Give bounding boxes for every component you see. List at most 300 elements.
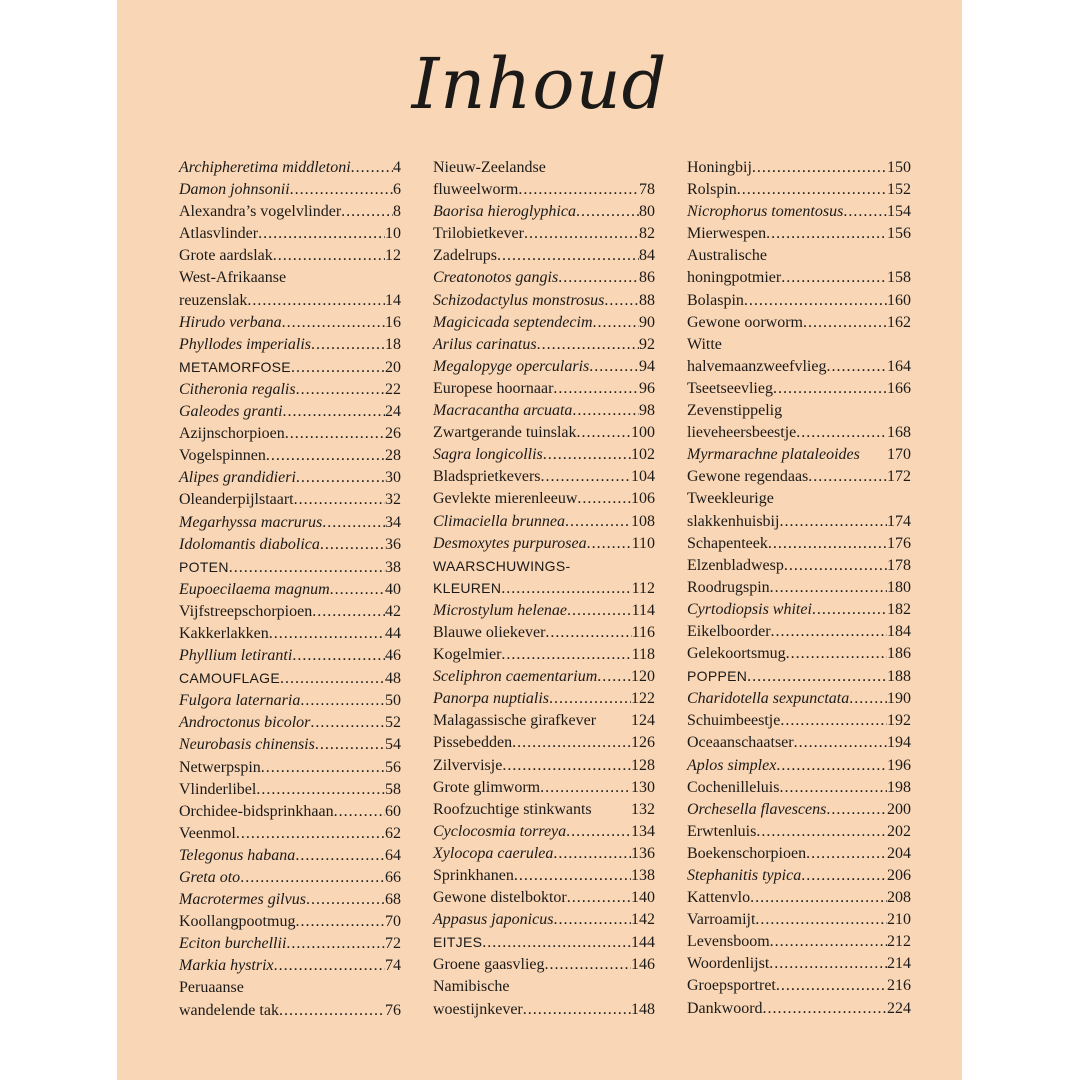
toc-entry-title: Alexandra’s vogelvlinder <box>179 203 342 221</box>
toc-page-number: 162 <box>887 313 911 331</box>
toc-entry <box>433 312 655 334</box>
toc-entry-title: Markia hystrix <box>179 957 274 975</box>
dot-leader <box>572 400 639 422</box>
toc-entry-title: Phyllodes imperialis <box>179 335 311 353</box>
dot-leader <box>291 357 385 379</box>
dot-leader <box>796 422 887 444</box>
toc-page-number: 42 <box>385 602 401 620</box>
toc-entry-title: Citheronia regalis <box>179 380 296 398</box>
toc-entry <box>179 312 401 334</box>
dot-leader <box>296 467 385 489</box>
toc-entry <box>687 488 911 532</box>
toc-entry-title: Mierwespen <box>687 225 767 243</box>
toc-entry <box>687 688 911 710</box>
dot-leader <box>283 401 385 423</box>
dot-leader <box>589 356 639 378</box>
toc-entry-title: Malagassische girafkever <box>433 712 597 730</box>
dot-leader <box>776 755 887 777</box>
toc-page-number: 12 <box>385 247 401 265</box>
toc-entry <box>433 290 655 312</box>
dot-leader <box>597 666 631 688</box>
toc-page-number: 182 <box>887 600 911 618</box>
toc-page-number: 76 <box>385 1001 401 1019</box>
toc-page-number: 92 <box>639 335 655 353</box>
toc-entry <box>433 777 655 799</box>
toc-entry-title: slakkenhuisbij <box>687 512 780 530</box>
toc-entry-title: Kakkerlakken <box>179 624 269 642</box>
toc-page-number: 200 <box>887 800 911 818</box>
dot-leader <box>514 865 631 887</box>
toc-entry <box>433 710 655 732</box>
toc-page-number: 178 <box>887 556 911 574</box>
toc-page-number: 206 <box>887 867 911 884</box>
dot-leader <box>537 334 639 356</box>
toc-entry-title: Creatonotos gangis <box>433 269 559 287</box>
toc-entry-title: Charidotella sexpunctata <box>687 690 850 708</box>
dot-leader <box>558 267 639 289</box>
dot-leader <box>247 290 385 312</box>
toc-entry-title: Idolomantis diabolica <box>179 535 320 553</box>
dot-leader <box>770 931 887 953</box>
toc-entry <box>179 601 401 623</box>
toc-page-number: 202 <box>887 822 911 840</box>
toc-entry-title: Phyllium letiranti <box>179 647 293 665</box>
toc-entry-title: Grote aardslak <box>179 247 273 265</box>
toc-entry-title: Gewone regendaas <box>687 468 809 486</box>
dot-leader <box>341 201 393 223</box>
toc-page-number: 80 <box>639 203 655 221</box>
toc-entry <box>179 245 401 267</box>
toc-page-number: 20 <box>385 358 401 376</box>
toc-entry <box>179 712 401 734</box>
dot-leader <box>351 157 393 179</box>
toc-entry-title: METAMORFOSE <box>179 358 291 375</box>
dot-leader <box>330 579 385 601</box>
toc-page-number: 164 <box>887 357 911 375</box>
toc-entry-title: Atlasvlinder <box>179 225 259 243</box>
toc-entry-title: Veenmol <box>179 824 236 842</box>
toc-page-number: 154 <box>887 203 911 221</box>
toc-entry <box>687 975 911 997</box>
toc-entry <box>433 444 655 466</box>
toc-entry <box>179 645 401 667</box>
toc-entry <box>179 489 401 511</box>
toc-entry <box>687 665 911 688</box>
dot-leader <box>285 423 385 445</box>
toc-page-number: 208 <box>887 889 911 907</box>
toc-entry <box>687 290 911 312</box>
toc-page-number: 150 <box>887 159 911 176</box>
toc-page-number: 192 <box>887 712 911 730</box>
toc-page-number: 184 <box>887 622 911 640</box>
toc-entry-title: Macrotermes gilvus <box>179 891 306 909</box>
toc-page-number: 216 <box>887 977 911 995</box>
toc-entry-title: Arilus carinatus <box>433 335 537 353</box>
toc-entry <box>179 423 401 445</box>
toc-entry <box>179 667 401 690</box>
dot-leader <box>497 245 639 267</box>
toc-page-number: 14 <box>385 291 401 309</box>
toc-entry-title: POPPEN <box>687 668 748 685</box>
toc-entry-title: Cyclocosmia torreya <box>433 822 567 840</box>
dot-leader <box>236 823 385 845</box>
toc-entry-title: Azijnschorpioen <box>179 425 285 443</box>
dot-leader <box>545 622 631 644</box>
toc-page-number: 10 <box>385 225 401 243</box>
toc-entry <box>687 953 911 975</box>
toc-entry <box>687 710 911 732</box>
toc-entry <box>433 223 655 245</box>
toc-entry-title-line: Witte <box>687 335 722 353</box>
toc-page-number: 120 <box>631 668 655 686</box>
toc-page-number: 174 <box>887 512 911 530</box>
toc-entry-title: CAMOUFLAGE <box>179 670 281 687</box>
toc-page-number: 198 <box>887 778 911 796</box>
toc-entry-title: Grote glimworm <box>433 778 541 796</box>
toc-entry-title: Sceliphron caementarium <box>433 668 598 686</box>
toc-page-number: 90 <box>639 313 655 331</box>
toc-page-number: 48 <box>385 670 401 688</box>
dot-leader <box>482 932 631 954</box>
toc-entry <box>179 977 401 1021</box>
toc-entry <box>179 401 401 423</box>
dot-leader <box>540 777 631 799</box>
toc-page-number: 188 <box>887 668 911 686</box>
toc-entry-title: Oleanderpijlstaart <box>179 491 294 509</box>
toc-page-number: 34 <box>385 513 401 531</box>
toc-entry <box>687 179 911 201</box>
toc-entry-title: Eupoecilaema magnum <box>179 580 330 598</box>
toc-page-number: 74 <box>385 957 401 975</box>
toc-entry-title: Archipheretima middletoni <box>179 159 351 176</box>
toc-entry <box>433 157 655 201</box>
dot-leader <box>593 312 640 334</box>
toc-entry-title-line: Peruaanse <box>179 979 244 997</box>
toc-entry-title: Europese hoornaar <box>433 379 554 397</box>
toc-entry-title: Eciton burchellii <box>179 935 287 953</box>
dot-leader <box>553 843 631 865</box>
toc-entry-title: Honingbij <box>687 159 752 176</box>
toc-column-3 <box>687 157 911 1020</box>
dot-leader <box>737 179 887 201</box>
toc-entry-title: Zilvervisje <box>433 756 503 774</box>
toc-entry-title: Roodrugspin <box>687 578 770 596</box>
toc-entry <box>433 245 655 267</box>
toc-entry <box>687 599 911 621</box>
toc-entry <box>179 534 401 556</box>
toc-entry-title: Bladsprietkevers <box>433 468 541 486</box>
book-page <box>117 0 962 1080</box>
toc-entry-title: Macracantha arcuata <box>433 402 573 420</box>
toc-page-number: 32 <box>385 491 401 509</box>
toc-entry <box>433 600 655 622</box>
dot-leader <box>501 644 631 666</box>
toc-page-number: 196 <box>887 756 911 774</box>
toc-entry-title: Levensboom <box>687 933 770 951</box>
toc-entry <box>687 334 911 378</box>
toc-entry <box>687 998 911 1020</box>
toc-page-number: 82 <box>639 225 655 243</box>
toc-entry-title: Aplos simplex <box>687 756 777 774</box>
toc-page-number: 16 <box>385 313 401 331</box>
toc-entry-title: Stephanitis typica <box>687 867 802 884</box>
dot-leader <box>279 1000 385 1022</box>
toc-entry-title: lieveheersbeestje <box>687 424 797 442</box>
toc-entry-title: Cyrtodiopsis whitei <box>687 600 812 618</box>
dot-leader <box>300 690 385 712</box>
toc-entry <box>179 267 401 311</box>
dot-leader <box>604 290 639 312</box>
toc-entry-title: Climaciella brunnea <box>433 512 565 530</box>
toc-entry-title: Eikelboorder <box>687 622 771 640</box>
toc-entry-title: Telegonus habana <box>179 846 296 864</box>
dot-leader <box>784 555 887 577</box>
toc-entry-title: Orchesella flavescens <box>687 800 827 818</box>
toc-entry-title-line: West-Afrikaanse <box>179 269 287 287</box>
toc-entry-title: fluweelworm <box>433 181 519 199</box>
toc-page-number: 8 <box>393 203 401 221</box>
toc-entry <box>433 533 655 555</box>
dot-leader <box>770 577 887 599</box>
toc-page-number: 156 <box>887 225 911 243</box>
dot-leader <box>849 688 887 710</box>
toc-entry <box>687 533 911 555</box>
dot-leader <box>549 688 631 710</box>
toc-entry-title: Vijfstreepschorpioen <box>179 602 313 620</box>
toc-entry <box>433 909 655 931</box>
dot-leader <box>541 466 631 488</box>
toc-page-number: 116 <box>631 623 655 641</box>
toc-entry <box>433 555 655 600</box>
toc-entry <box>687 643 911 665</box>
dot-leader <box>769 953 887 975</box>
dot-leader <box>315 734 385 756</box>
toc-page-number: 106 <box>631 490 655 508</box>
dot-leader <box>587 533 632 555</box>
dot-leader <box>763 998 887 1020</box>
dot-leader <box>803 312 887 334</box>
toc-entry <box>433 688 655 710</box>
toc-page-number: 54 <box>385 736 401 754</box>
toc-entry <box>179 157 401 179</box>
toc-entry <box>179 889 401 911</box>
toc-page-number: 122 <box>631 690 655 708</box>
toc-entry <box>433 755 655 777</box>
dot-leader <box>773 378 887 400</box>
toc-entry-title: POTEN <box>179 558 229 575</box>
toc-entry <box>179 801 401 823</box>
toc-entry-title-line: Nieuw-Zeelandse <box>433 159 546 176</box>
toc-entry <box>433 267 655 289</box>
toc-entry-title: Woordenlijst <box>687 955 770 973</box>
toc-page-number: 124 <box>631 712 655 730</box>
toc-entry <box>433 511 655 533</box>
dot-leader <box>779 511 887 533</box>
toc-entry <box>433 799 655 821</box>
toc-page-number: 172 <box>887 468 911 486</box>
dot-leader <box>512 732 631 754</box>
dot-leader <box>295 845 385 867</box>
dot-leader <box>808 466 887 488</box>
dot-leader <box>258 223 385 245</box>
toc-entry-title: Schizodactylus monstrosus <box>433 291 605 309</box>
toc-entry-title: Kogelmier <box>433 646 502 664</box>
dot-leader <box>577 488 631 510</box>
toc-entry-title-line: Namibische <box>433 978 510 996</box>
toc-page-number: 112 <box>631 579 655 597</box>
dot-leader <box>306 889 385 911</box>
toc-entry-title: halvemaanzweefvlieg <box>687 357 827 375</box>
toc-page-number: 38 <box>385 558 401 576</box>
toc-page-number: 126 <box>631 734 655 752</box>
dot-leader <box>768 533 887 555</box>
toc-page-number: 86 <box>639 269 655 287</box>
toc-entry-title: Erwtenluis <box>687 822 757 840</box>
toc-page-number: 50 <box>385 692 401 710</box>
toc-page-number: 98 <box>639 402 655 420</box>
toc-page-number: 44 <box>385 624 401 642</box>
toc-entry <box>687 777 911 799</box>
toc-entry <box>433 843 655 865</box>
dot-leader <box>826 356 887 378</box>
dot-leader <box>750 887 887 909</box>
dot-leader <box>755 909 887 931</box>
toc-entry-title: Appasus japonicus <box>433 911 554 929</box>
toc-entry-title: Oceaanschaatser <box>687 734 794 752</box>
toc-column-1 <box>179 157 401 1022</box>
toc-entry-title: Megarhyssa macrurus <box>179 513 323 531</box>
toc-page-number: 36 <box>385 535 401 553</box>
toc-entry <box>433 201 655 223</box>
dot-leader <box>296 379 385 401</box>
toc-entry-title: Varroamijt <box>687 911 756 929</box>
toc-entry <box>179 779 401 801</box>
toc-entry <box>433 622 655 644</box>
toc-entry-title-line: Australische <box>687 247 767 265</box>
toc-entry <box>179 201 401 223</box>
toc-page-number: 138 <box>631 867 655 884</box>
toc-entry-title: Fulgora laternaria <box>179 692 301 710</box>
toc-page-number: 114 <box>631 601 655 619</box>
dot-leader <box>567 887 631 909</box>
dot-leader <box>523 999 631 1021</box>
toc-entry <box>179 933 401 955</box>
toc-entry-title: Androctonus bicolor <box>179 714 311 732</box>
toc-page-number: 212 <box>887 933 911 951</box>
toc-entry-title: Pissebedden <box>433 734 513 752</box>
toc-page-number: 100 <box>631 424 655 442</box>
dot-leader <box>261 757 385 779</box>
dot-leader <box>781 267 887 289</box>
dot-leader <box>322 512 385 534</box>
toc-page-number: 66 <box>385 869 401 886</box>
toc-page-number: 18 <box>385 335 401 353</box>
dot-leader <box>812 599 887 621</box>
toc-entry-title: Kattenvlo <box>687 889 751 907</box>
toc-entry-title: Microstylum helenae <box>433 601 568 619</box>
toc-page-number: 78 <box>639 181 655 199</box>
toc-page-number: 140 <box>631 889 655 907</box>
toc-entry-title: Cochenilleluis <box>687 778 780 796</box>
dot-leader <box>292 645 385 667</box>
toc-entry <box>687 732 911 754</box>
dot-leader <box>274 955 385 977</box>
dot-leader <box>776 975 887 997</box>
dot-leader <box>282 312 385 334</box>
toc-entry-title: Baorisa hieroglyphica <box>433 203 576 221</box>
toc-entry-title: Greta oto <box>179 869 241 886</box>
toc-entry <box>687 799 911 821</box>
toc-entry <box>687 312 911 334</box>
dot-leader <box>312 601 385 623</box>
dot-leader <box>545 954 631 976</box>
dot-leader <box>801 865 887 887</box>
dot-leader <box>565 511 631 533</box>
toc-entry <box>433 334 655 356</box>
toc-entry-title: Galeodes granti <box>179 403 283 421</box>
toc-entry <box>687 909 911 931</box>
dot-leader <box>766 223 887 245</box>
dot-leader <box>553 378 639 400</box>
toc-entry-title: Vogelspinnen <box>179 447 266 465</box>
dot-leader <box>229 557 385 579</box>
toc-page-number: 158 <box>887 269 911 287</box>
toc-entry-title: Groene gaasvlieg <box>433 956 545 974</box>
toc-entry-title: Myrmarachne plataleoides <box>687 446 860 464</box>
dot-leader <box>543 444 631 466</box>
toc-entry <box>179 512 401 534</box>
toc-entry <box>433 865 655 887</box>
toc-entry <box>687 931 911 953</box>
dot-leader <box>771 621 887 643</box>
toc-entry <box>687 555 911 577</box>
toc-page-number: 190 <box>887 690 911 708</box>
toc-page-number: 46 <box>385 647 401 665</box>
toc-page-number: 204 <box>887 844 911 862</box>
toc-entry <box>179 623 401 645</box>
toc-page-number: 146 <box>631 956 655 974</box>
toc-entry <box>179 579 401 601</box>
toc-entry <box>179 845 401 867</box>
toc-page-number: 142 <box>631 911 655 929</box>
toc-column-2 <box>433 157 655 1021</box>
toc-entry <box>433 422 655 444</box>
toc-page-number: 108 <box>631 512 655 530</box>
toc-page-number: 4 <box>393 159 401 176</box>
dot-leader <box>806 843 887 865</box>
toc-entry <box>433 821 655 843</box>
toc-page-number: 94 <box>639 357 655 375</box>
dot-leader <box>826 799 887 821</box>
toc-page-number: 134 <box>631 822 655 840</box>
toc-entry-title: Bolaspin <box>687 291 744 309</box>
toc-entry-title: Tseetseevlieg <box>687 379 773 397</box>
toc-entry-title: Roofzuchtige stinkwants <box>433 800 592 818</box>
dot-leader <box>567 600 632 622</box>
toc-entry <box>179 734 401 756</box>
dot-leader <box>566 821 631 843</box>
toc-entry <box>687 621 911 643</box>
dot-leader <box>576 201 639 223</box>
toc-entry-title: Trilobietkever <box>433 225 524 243</box>
toc-page-number: 180 <box>887 578 911 596</box>
toc-entry <box>687 400 911 444</box>
toc-entry <box>433 400 655 422</box>
toc-entry-title: Rolspin <box>687 181 737 199</box>
toc-entry-title: Damon johnsonii <box>179 181 290 199</box>
toc-page-number: 110 <box>631 534 655 552</box>
toc-entry <box>433 466 655 488</box>
